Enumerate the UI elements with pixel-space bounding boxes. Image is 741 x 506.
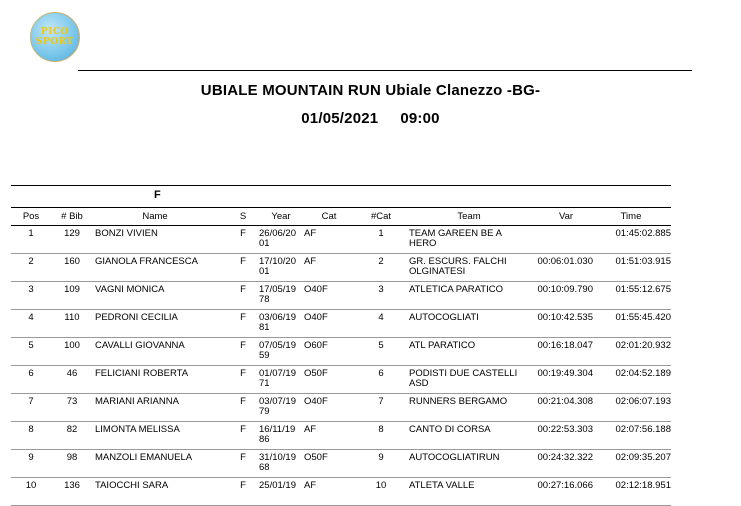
cell-time: 01:55:45.420 [615,312,671,323]
cell-cat: AF [304,480,317,491]
cell-bib: 73 [66,396,78,407]
cell-bib: 82 [66,424,78,435]
cell-bib: 129 [64,228,80,239]
cell-cat: O40F [304,396,328,407]
cell-team: CANTO DI CORSA [409,424,491,435]
cell-team: ATL PARATICO [409,340,476,351]
cell-var: 00:22:53.303 [537,424,593,435]
col-header-team: Team [457,211,481,222]
cell-pos: 1 [28,228,34,239]
cell-sex: F [240,424,246,435]
cell-team: ATLETICA PARATICO [409,284,503,295]
col-header-sex: S [239,211,247,222]
cell-time: 02:01:20.932 [615,340,671,351]
results-table [11,185,671,506]
cell-cat: O40F [304,312,328,323]
cell-var: 00:16:18.047 [537,340,593,351]
cell-time: 01:55:12.675 [615,284,671,295]
cell-sex: F [240,368,246,379]
col-header-name: Name [142,211,168,222]
cell-year: 31/10/19 68 [259,452,296,473]
cell-pos: 8 [28,424,34,435]
table-row [11,478,671,506]
col-header-pos: Pos [22,211,40,222]
cell-team: PODISTI DUE CASTELLI ASD [409,368,518,389]
cell-year: 16/11/19 86 [259,424,296,445]
column-header-row [11,208,671,226]
cell-team: ATLETA VALLE [409,480,475,491]
cell-year: 17/05/19 78 [259,284,296,305]
cell-team: AUTOCOGLIATIRUN [409,452,500,463]
cell-year: 17/10/20 01 [259,256,296,277]
pico-sport-logo [30,12,80,62]
cell-name: BONZI VIVIEN [95,228,158,239]
cell-sex: F [240,256,246,267]
cell-year: 07/05/19 59 [259,340,296,361]
category-label: F [154,189,161,201]
col-header-cat-rank: #Cat [370,211,392,222]
table-row [11,310,671,338]
cell-cat: O40F [304,284,328,295]
cell-team: GR. ESCURS. FALCHI OLGINATESI [409,256,507,277]
col-header-time: Time [620,211,642,222]
cell-cat: AF [304,424,317,435]
table-row [11,282,671,310]
cell-year: 26/06/20 01 [259,228,296,249]
cell-year: 03/07/19 79 [259,396,296,417]
cell-time: 02:09:35.207 [615,452,671,463]
cell-cat-rank: 6 [378,368,384,379]
table-row [11,338,671,366]
cell-var: 00:19:49.304 [537,368,593,379]
cell-bib: 100 [64,340,80,351]
cell-sex: F [240,452,246,463]
cell-team: AUTOCOGLIATI [409,312,479,323]
cell-pos: 4 [28,312,34,323]
cell-var: 00:21:04.308 [537,396,593,407]
cell-time: 02:04:52.189 [615,368,671,379]
cell-bib: 98 [66,452,78,463]
cell-name: GIANOLA FRANCESCA [95,256,198,267]
table-row [11,254,671,282]
cell-sex: F [240,480,246,491]
cell-var: 00:24:32.322 [537,452,593,463]
cell-var: 00:10:09.790 [537,284,593,295]
cell-sex: F [240,228,246,239]
cell-name: CAVALLI GIOVANNA [95,340,185,351]
cell-time: 01:45:02.885 [615,228,671,239]
table-row [11,366,671,394]
cell-pos: 5 [28,340,34,351]
cell-bib: 160 [64,256,80,267]
cell-pos: 7 [28,396,34,407]
cell-name: VAGNI MONICA [95,284,165,295]
table-row [11,422,671,450]
cell-bib: 46 [66,368,78,379]
col-header-cat: Cat [321,211,337,222]
cell-sex: F [240,284,246,295]
cell-sex: F [240,312,246,323]
cell-pos: 2 [28,256,34,267]
cell-cat-rank: 8 [378,424,384,435]
header-divider [78,70,692,71]
category-header-row [11,186,671,208]
cell-name: MANZOLI EMANUELA [95,452,193,463]
table-row [11,226,671,254]
cell-var: 00:06:01.030 [537,256,593,267]
event-datetime [0,110,741,127]
results-rows [11,226,671,506]
cell-year: 25/01/19 [259,480,296,491]
cell-year: 03/06/19 81 [259,312,296,333]
cell-var: 00:10:42.535 [537,312,593,323]
cell-name: PEDRONI CECILIA [95,312,178,323]
cell-name: MARIANI ARIANNA [95,396,179,407]
cell-cat-rank: 4 [378,312,384,323]
col-header-var: Var [558,211,574,222]
cell-bib: 110 [64,312,80,323]
cell-pos: 3 [28,284,34,295]
cell-cat-rank: 1 [378,228,384,239]
cell-team: RUNNERS BERGAMO [409,396,508,407]
cell-cat-rank: 7 [378,396,384,407]
cell-name: LIMONTA MELISSA [95,424,180,435]
event-time: 09:00 [400,110,440,127]
cell-cat: AF [304,228,317,239]
cell-time: 02:07:56.188 [615,424,671,435]
cell-year: 01/07/19 71 [259,368,296,389]
cell-pos: 10 [25,480,37,491]
col-header-year: Year [271,211,291,222]
cell-bib: 136 [64,480,80,491]
table-row [11,450,671,478]
cell-time: 01:51:03.915 [615,256,671,267]
cell-pos: 9 [28,452,34,463]
cell-sex: F [240,396,246,407]
cell-cat-rank: 2 [378,256,384,267]
cell-cat: O50F [304,452,328,463]
cell-time: 02:12:18.951 [615,480,671,491]
cell-bib: 109 [64,284,80,295]
page-title: UBIALE MOUNTAIN RUN Ubiale Clanezzo -BG- [200,82,541,99]
logo-text-line1: PICO [41,27,69,37]
col-header-bib: # Bib [61,211,83,222]
cell-cat-rank: 10 [375,480,387,491]
cell-pos: 6 [28,368,34,379]
cell-name: TAIOCCHI SARA [95,480,169,491]
cell-sex: F [240,340,246,351]
cell-cat-rank: 3 [378,284,384,295]
event-date: 01/05/2021 [301,110,379,127]
cell-team: TEAM GAREEN BE A HERO [409,228,502,249]
cell-cat: AF [304,256,317,267]
cell-cat-rank: 9 [378,452,384,463]
cell-cat: O60F [304,340,328,351]
cell-cat: O50F [304,368,328,379]
cell-time: 02:06:07.193 [615,396,671,407]
cell-cat-rank: 5 [378,340,384,351]
cell-var: 00:27:16.066 [537,480,593,491]
logo-text-line2: SPORT [36,37,74,47]
cell-name: FELICIANI ROBERTA [95,368,189,379]
table-row [11,394,671,422]
